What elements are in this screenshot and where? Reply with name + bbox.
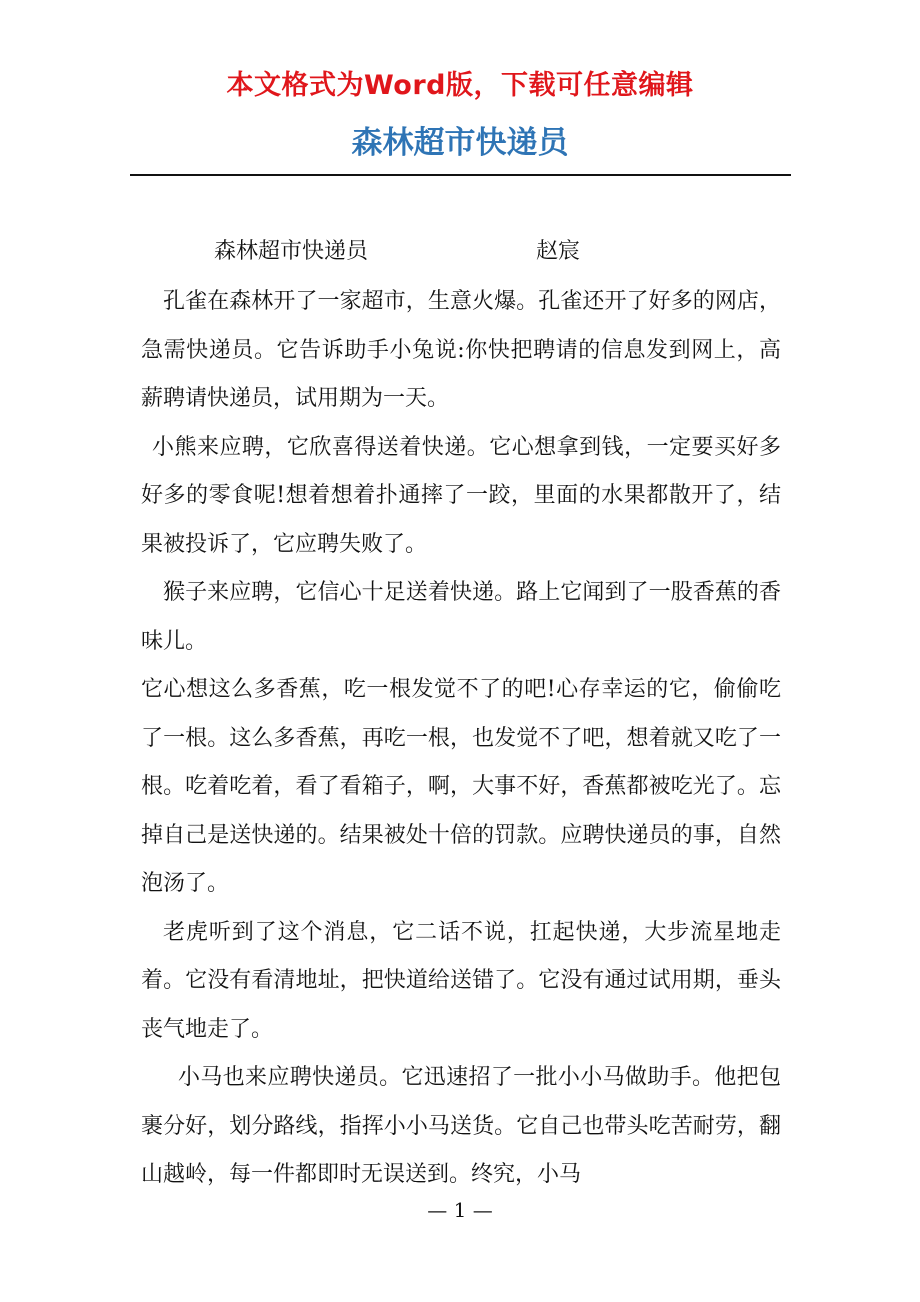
document-title: 森林超市快递员 [351, 125, 569, 161]
author-name: 赵宸 [536, 239, 581, 264]
paragraph: 小马也来应聘快递员。它迅速招了一批小小马做助手。他把包裹分好，划分路线，指挥小小马送货。它自己也带头吃苦耐劳，翻山越岭，每一件都即时无误送到。终究，小马 [141, 1065, 781, 1187]
story-title: 森林超市快递员 [214, 239, 369, 264]
paragraph: 小熊来应聘，它欣喜得送着快递。它心想拿到钱，一定要买好多好多的零食呢!想着想着扑通摔了一跤，里面的水果都散开了，结果被投诉了，它应聘失败了。 [141, 434, 781, 557]
paragraph: 老虎听到了这个消息，它二话不说，扛起快递，大步流星地走着。它没有看清地址，把快道给送错了。它没有通过试用期，垂头丧气地走了。 [141, 919, 781, 1042]
page-number: — 1 — [427, 1198, 493, 1222]
byline [214, 232, 714, 272]
paragraph: 孔雀在森林开了一家超市，生意火爆。孔雀还开了好多的网店，急需快递员。它告诉助手小兔说:你快把聘请的信息发到网上，高薪聘请快递员，试用期为一天。 [141, 289, 781, 411]
article-body [141, 278, 781, 1200]
paragraph: 它心想这么多香蕉，吃一根发觉不了的吧!心存幸运的它，偷偷吃了一根。这么多香蕉，再吃一根，也发觉不了吧，想着就又吃了一根。吃着吃着，看了看箱子，啊，大事不好，香蕉都被吃光了。忘掉自己是送快递的。结果被处十倍的罚款。应聘快递员的事，自然泡汤了。 [141, 677, 781, 896]
paragraph: 猴子来应聘，它信心十足送着快递。路上它闻到了一股香蕉的香味儿。 [141, 580, 781, 654]
header-divider [130, 174, 791, 176]
format-notice-banner: 本文格式为Word版，下载可任意编辑 [226, 70, 694, 101]
